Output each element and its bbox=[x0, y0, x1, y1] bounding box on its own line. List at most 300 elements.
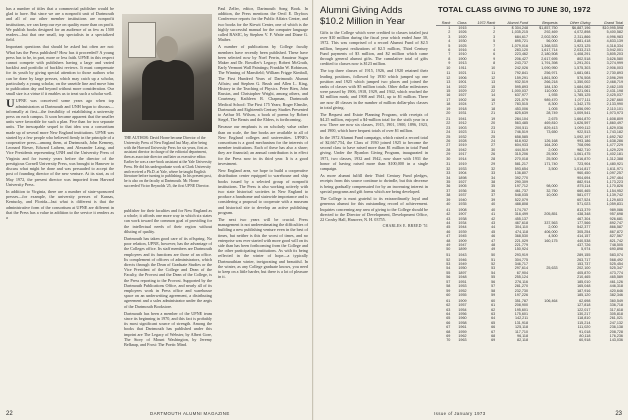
drop-cap: U bbox=[6, 96, 15, 111]
table-cell: 465,589 bbox=[609, 275, 623, 280]
table-cell: 13 bbox=[446, 80, 451, 85]
table-cell: 143,036 bbox=[609, 338, 623, 343]
table-cell bbox=[529, 338, 559, 342]
table-cell: 51 bbox=[446, 253, 451, 258]
table-cell: 21 bbox=[446, 116, 451, 121]
table-cell: 39 bbox=[491, 197, 496, 202]
table-cell: 38 bbox=[446, 193, 451, 198]
table-cell: 48 bbox=[446, 238, 451, 243]
table-cell: 22 bbox=[491, 89, 496, 94]
headline-line-2: $10.2 Million in Year bbox=[320, 16, 406, 27]
left-col2-para-1: publisher for their faculties and for New England as a whole; it affords one more way in which six states can work toward the common goal of providing for the intellectual needs of their region without diluting of quality. bbox=[124, 208, 212, 234]
table-cell: 453,006 bbox=[514, 106, 529, 111]
table-cell: 276,116 bbox=[514, 279, 529, 284]
table-cell: 1940 bbox=[458, 197, 467, 202]
table-cell: 54 bbox=[491, 270, 496, 275]
table-cell: 14 bbox=[446, 84, 451, 89]
table-cell: 1963 bbox=[458, 338, 467, 343]
table-cell: 297,614 bbox=[514, 266, 529, 271]
table-cell: 317,618 bbox=[609, 307, 623, 312]
table-cell: 473,774 bbox=[609, 270, 623, 275]
table-cell: 37 bbox=[446, 188, 451, 193]
table-cell: 69 bbox=[491, 338, 496, 343]
table-cell: 57 bbox=[491, 284, 496, 289]
table-cell: 62 bbox=[491, 307, 496, 312]
table-cell: 1915 bbox=[458, 26, 467, 30]
table-cell: 960,450 bbox=[577, 171, 591, 176]
table-cell: 67,904 bbox=[516, 270, 529, 275]
table-cell: 595,893 bbox=[514, 84, 529, 89]
table-row bbox=[436, 338, 624, 342]
table-cell: 43 bbox=[446, 216, 451, 221]
table-cell: 444,519 bbox=[514, 147, 529, 152]
table-cell: 175,601 bbox=[514, 311, 529, 316]
table-cell: 1,861,500 bbox=[541, 75, 558, 80]
table-cell: 440,538 bbox=[577, 238, 591, 243]
table-cell: 26 bbox=[446, 138, 451, 143]
table-cell: 2,617,695 bbox=[541, 56, 558, 61]
table-cell: 45 bbox=[491, 229, 496, 234]
table-cell: 130,217 bbox=[577, 311, 591, 316]
table-cell: 1,079,016 bbox=[511, 43, 529, 48]
table-cell: 59 bbox=[446, 288, 451, 293]
table-cell: 1903 bbox=[458, 125, 467, 130]
table-cell: 989,470 bbox=[544, 97, 558, 102]
table-cell: 1899 bbox=[458, 247, 467, 252]
table-cell: 9 bbox=[448, 61, 451, 66]
table-cell: 19 bbox=[491, 116, 496, 121]
table-cell: 420,646 bbox=[609, 288, 623, 293]
table-cell: 65 bbox=[491, 320, 496, 325]
table-cell: 604,933 bbox=[514, 143, 529, 148]
table-cell: 1935 bbox=[458, 202, 467, 207]
table-cell: 16 bbox=[446, 93, 451, 98]
table-cell: 1,097,257 bbox=[606, 171, 623, 176]
table-cell: 1,477,229 bbox=[606, 143, 623, 148]
table-cell: 153,737 bbox=[577, 262, 591, 267]
table-cell: 19 bbox=[446, 106, 451, 111]
table-cell: 29 bbox=[491, 162, 496, 167]
table-cell: 174,707 bbox=[514, 207, 529, 212]
table-cell: 1,656,090 bbox=[574, 106, 591, 111]
table-cell: 55 bbox=[446, 270, 451, 275]
table-cell: 176,236 bbox=[609, 333, 623, 338]
table-cell: 305,254 bbox=[577, 229, 591, 234]
table-cell: 1924 bbox=[458, 102, 467, 107]
table-cell: 829,413 bbox=[544, 125, 558, 130]
table-cell: 16 bbox=[491, 97, 496, 102]
table-cell: 7 bbox=[493, 43, 496, 48]
table-cell: 24 bbox=[446, 130, 451, 135]
table-cell: 593,654 bbox=[514, 166, 529, 171]
table-cell: 64 bbox=[446, 311, 451, 316]
table-cell: 1,785,125 bbox=[574, 93, 591, 98]
table-cell: 25,633 bbox=[546, 266, 558, 271]
table-cell: 1939 bbox=[458, 229, 467, 234]
table-cell: 1,608,809 bbox=[606, 116, 623, 121]
table-cell: 159,291 bbox=[514, 75, 529, 80]
table-cell: 1,611,971 bbox=[606, 166, 623, 171]
table-cell: $ 304,248 bbox=[511, 26, 529, 30]
page-number-left: 22 bbox=[6, 411, 13, 417]
photo-figure-head bbox=[156, 36, 178, 62]
page-number-right: 23 bbox=[615, 411, 622, 417]
table-cell: 618,932 bbox=[514, 138, 529, 143]
table-cell: 247,132 bbox=[609, 320, 623, 325]
table-cell: 2,000 bbox=[548, 225, 558, 230]
table-cell: 581,077 bbox=[577, 193, 591, 198]
table-cell: 4,318,334 bbox=[606, 43, 623, 48]
table-cell: 67 bbox=[446, 325, 451, 330]
table-cell: 522,079 bbox=[514, 197, 529, 202]
table-cell: 8,300 bbox=[548, 102, 558, 107]
table-cell: 150,924 bbox=[514, 247, 529, 252]
table-cell: 1934 bbox=[458, 221, 467, 226]
table-cell: 49 bbox=[446, 243, 451, 248]
table-cell: 53 bbox=[491, 266, 496, 271]
table-cell: 122,017 bbox=[577, 307, 591, 312]
table-cell: 60 bbox=[446, 292, 451, 297]
table-cell: 1,005 bbox=[548, 106, 558, 111]
table-header-cell: Grand Total bbox=[591, 16, 624, 26]
table-cell: 1945 bbox=[458, 234, 467, 239]
table-cell: 1,000,037 bbox=[511, 89, 529, 94]
table-cell: 127,818 bbox=[577, 303, 591, 308]
table-cell: 263,717 bbox=[577, 257, 591, 262]
table-cell: 993,186 bbox=[577, 138, 591, 143]
left-column-2 bbox=[124, 208, 212, 398]
table-cell: 1,342,175 bbox=[574, 102, 591, 107]
table-cell: 50 bbox=[491, 253, 496, 258]
table-cell: 1951 bbox=[458, 279, 467, 284]
table-cell: 35 bbox=[491, 184, 496, 189]
table-cell: 20 bbox=[446, 111, 451, 116]
table-cell: 25,500 bbox=[546, 152, 558, 157]
table-cell: 607,524 bbox=[577, 197, 591, 202]
table-cell: 12 bbox=[491, 75, 496, 80]
table-body bbox=[436, 26, 624, 343]
table-cell: 66 bbox=[491, 325, 496, 330]
table-cell: 41 bbox=[491, 212, 496, 217]
table-cell: 1,368,533 bbox=[541, 43, 558, 48]
table-cell: 12 bbox=[446, 75, 451, 80]
table-cell: 23 bbox=[446, 125, 451, 130]
table-cell: 748,505 bbox=[609, 243, 623, 248]
table-cell: 60,918 bbox=[579, 338, 591, 343]
table-cell: 284,104 bbox=[514, 116, 529, 121]
table-cell: 336,718 bbox=[609, 303, 623, 308]
table-cell: 3,626,580 bbox=[606, 56, 623, 61]
table-cell: 160,175 bbox=[544, 238, 558, 243]
table-cell: 2,675 bbox=[548, 116, 558, 121]
table-cell: 1,090,950 bbox=[541, 65, 558, 70]
table-cell: 866,587 bbox=[609, 225, 623, 230]
table-cell: 783,515 bbox=[514, 102, 529, 107]
table-cell: 1,791,398 bbox=[541, 61, 558, 66]
table-cell: 30 bbox=[446, 156, 451, 161]
table-cell: 1897 bbox=[458, 270, 467, 275]
left-col3-para-4: New England area, we hope to build a cooperative distribution center equipped to warehouse and ship books issued by a selected group of nonprofit institutions. The Press is also working actively with two state historical societies in New England to produce a handsome and statewide importance and is considering a proposal to cooperate with a museum and historical site to develop an active publishing program. bbox=[218, 168, 308, 215]
table-cell: 53 bbox=[446, 262, 451, 267]
table-cell: 185,010 bbox=[577, 279, 591, 284]
table-cell: 1937 bbox=[458, 193, 467, 198]
table-cell: 1912 bbox=[458, 121, 467, 126]
left-page bbox=[0, 0, 313, 420]
table-cell: 1926 bbox=[458, 30, 467, 35]
table-cell: 792,841 bbox=[514, 71, 529, 76]
table-cell: 70 bbox=[446, 338, 451, 343]
table-cell: 8 bbox=[448, 56, 451, 61]
table-cell: 41 bbox=[446, 207, 451, 212]
table-cell: $6,887,196 bbox=[571, 26, 591, 30]
table-cell: 25 bbox=[491, 134, 496, 139]
table-cell: 583,074 bbox=[609, 253, 623, 258]
table-cell: 60 bbox=[491, 298, 496, 303]
table-cell: 1923 bbox=[458, 130, 467, 135]
table-cell: 1931 bbox=[458, 111, 467, 116]
table-cell: 467,304 bbox=[577, 216, 591, 221]
table-cell: 73,650 bbox=[546, 130, 558, 135]
table-cell: 1,173,223 bbox=[606, 179, 623, 184]
table-cell: 437,726 bbox=[577, 243, 591, 248]
table-cell: 136,807 bbox=[514, 171, 529, 176]
table-cell: 292,469 bbox=[544, 30, 558, 35]
table-cell: 118,810 bbox=[577, 316, 591, 321]
table-cell: 658,585 bbox=[514, 134, 529, 139]
left-col2-para-2: Dartmouth has taken good care of its offspring. No poor relation, UPNE, however, has the advantage of the Colleges office. Its staff members are Dartmouth employees and its functions are those of an office. Its complement of officers of administrators, which directs through the Dean of Graduate Studies or the Vice President of the College and Dean of the Faculty, the Provost and the Dean of the College, is the Press reporting to the Provost. Supported by the Dartmouth Publications Office, and nearly all of its employees work in Press office and warehouse space on an underwriting agreement, a distributing agreement and a sales administrator under the aegis of the Dartmouth Bookstore. bbox=[124, 236, 212, 309]
table-cell: 1,297,464 bbox=[606, 175, 623, 180]
class-giving-table bbox=[436, 16, 624, 343]
table-cell: 1922 bbox=[458, 84, 467, 89]
table-cell: 44 bbox=[446, 221, 451, 226]
table-cell: 270,018 bbox=[514, 156, 529, 161]
table-header-cell: Class bbox=[451, 16, 467, 26]
table-cell: 1908 bbox=[458, 207, 467, 212]
table-cell: 360,549 bbox=[609, 298, 623, 303]
table-cell: 40 bbox=[491, 207, 496, 212]
table-cell: 368,530 bbox=[514, 234, 529, 239]
table-cell: 2,002,500 bbox=[541, 34, 558, 39]
table-cell: 474,118 bbox=[514, 229, 529, 234]
left-col3-para-2: A number of publications by College faculty members have recently been published. These have been selected now by Noel Perrin, Amateur Sugar Maker and Dr. Bowdler's Legacy; Robert McGrath, Early Vermont Wall Paintings; Franklin W. Robinson, The Winning of Mansfield; William Frigge Kimball, The First Hundred Years of Dartmouth Alumni Affairs; and Stephen G. Brush and Allen L. King, History in the Teaching of Physics. Peter Bien, John Rassias, and Christopher Wright, among others, and Courtenay, Kathleen R. Chapman, Dartmouth Medical School: The First 175 Years; Roger Elmslie, Dartmouth and Eighteenth Century Studies Presented to Arthur M. Wilson, a book of poems by Robert Siegel, The Beasts and the Elders, is forthcoming. bbox=[218, 44, 308, 123]
table-cell: 64 bbox=[491, 316, 496, 321]
table-cell: 1,092,197 bbox=[574, 134, 591, 139]
table-cell: 3,805,203 bbox=[606, 52, 623, 57]
table-cell: 1,681,081 bbox=[574, 71, 591, 76]
table-header-cell: Other Giving bbox=[559, 16, 592, 26]
table-cell: 1919 bbox=[458, 162, 467, 167]
table-cell: 684,617 bbox=[514, 34, 529, 39]
table-cell: 46 bbox=[491, 234, 496, 239]
table-cell: 197,226 bbox=[514, 292, 529, 297]
table-cell: 32,750 bbox=[546, 188, 558, 193]
table-header-cell: Alumni Fund bbox=[496, 16, 529, 26]
table-cell: 548,035 bbox=[514, 193, 529, 198]
table-cell: 4,996,983 bbox=[606, 34, 623, 39]
table-cell: 1,402,181 bbox=[606, 152, 623, 157]
table-cell: 1917 bbox=[458, 152, 467, 157]
table-cell: 525,454 bbox=[609, 262, 623, 267]
table-cell: 37 bbox=[491, 193, 496, 198]
table-cell: 32 bbox=[446, 166, 451, 171]
table-cell: 304,775 bbox=[514, 257, 529, 262]
table-cell: 571,023 bbox=[577, 202, 591, 207]
table-cell: 243,737 bbox=[514, 61, 529, 66]
table-cell: 802,518 bbox=[577, 56, 591, 61]
table-cell: 40 bbox=[491, 202, 496, 207]
table-cell: 115,214 bbox=[577, 320, 591, 325]
table-cell: 821,742 bbox=[609, 238, 623, 243]
table-cell: 1,009,541 bbox=[574, 111, 591, 116]
table-cell: 18 bbox=[446, 102, 451, 107]
table-cell: 1,575,303 bbox=[574, 65, 591, 70]
table-cell: 1929 bbox=[458, 89, 467, 94]
table-cell: 42 bbox=[491, 216, 496, 221]
table-cell: 32 bbox=[491, 166, 496, 171]
table-cell: 825,639 bbox=[514, 111, 529, 116]
table-cell: 1907 bbox=[458, 212, 467, 217]
table-cell: 208,728 bbox=[609, 329, 623, 334]
table-cell: 315,206 bbox=[514, 152, 529, 157]
table-cell: 5,974 bbox=[581, 247, 591, 252]
table-cell: 1,291,201 bbox=[574, 61, 591, 66]
table-cell: 8 bbox=[493, 61, 496, 66]
table-cell: 29 bbox=[446, 152, 451, 157]
table-cell: 1927 bbox=[458, 179, 467, 184]
table-cell: 568,492 bbox=[609, 257, 623, 262]
table-cell: 10,000 bbox=[546, 193, 558, 198]
table-cell: 6 bbox=[448, 48, 451, 53]
table-cell: 2,906,003 bbox=[606, 65, 623, 70]
table-cell: 1,350,002 bbox=[574, 80, 591, 85]
table-cell: 2,287,660 bbox=[606, 97, 623, 102]
table-cell: 7 bbox=[448, 52, 451, 57]
table-cell: 30 bbox=[491, 147, 496, 152]
table-cell: 1938 bbox=[458, 216, 467, 221]
table-cell: 51 bbox=[491, 257, 496, 262]
table-cell: 892,747 bbox=[609, 221, 623, 226]
table-cell: 1918 bbox=[458, 106, 467, 111]
table-cell: 14 bbox=[491, 93, 496, 98]
left-col1-para-3-text: UPNE was conceived some years ago when top administrators at Dartmouth and UNH began to discuss—informally at first—the feasibility of establishing a university press on each campus. It soon became apparent that the smaller units were favorable for such a plan. Five than for two separate units. The inescapable sequel to that idea was a consortium made up of several more New England institutions. UPNE was started by a few people who believed firmly in the principle of a cooperative press—among them, at Dartmouth, John Kemeny, Leonard Rieser, Edward Lathem, and Alexander Laing, and Vice Presidents representing UNH and the University Press of Virginia and for twenty years before the director of the prestigious Cornell University Press, was brought to Hanover to discuss what might be done and was persuaded to accept the post of founding director of the new venture. At its start, as of May 1972, the present director was imported from Harvard University Press. bbox=[6, 98, 114, 187]
table-cell: 28 bbox=[491, 156, 496, 161]
table-cell: 25,500 bbox=[546, 156, 558, 161]
table-cell: 1,059,831 bbox=[606, 202, 623, 207]
table-cell: 35 bbox=[446, 179, 451, 184]
table-cell: 2,180,508 bbox=[541, 52, 558, 57]
table-cell: 65 bbox=[446, 316, 451, 321]
table-cell: 1,312,388 bbox=[606, 156, 623, 161]
table-cell: 461,737 bbox=[514, 188, 529, 193]
table-cell: 637,977 bbox=[514, 93, 529, 98]
table-cell: 1960 bbox=[458, 316, 467, 321]
table-cell: 2 bbox=[493, 30, 496, 35]
table-cell: 283,120 bbox=[514, 48, 529, 53]
table-cell: 242,026 bbox=[514, 65, 529, 70]
table-cell: 56 bbox=[491, 279, 496, 284]
table-cell: 1921 bbox=[458, 71, 467, 76]
table-cell: 1913 bbox=[458, 61, 467, 66]
table-cell: 932,519 bbox=[514, 80, 529, 85]
table-cell: 23 bbox=[491, 125, 496, 130]
table-cell: 221,779 bbox=[514, 243, 529, 248]
table-cell: 1962 bbox=[458, 333, 467, 338]
table-cell: 1904 bbox=[458, 171, 467, 176]
table-cell: 261,021 bbox=[609, 316, 623, 321]
table-cell: 56,000 bbox=[546, 39, 558, 44]
table-cell: 1953 bbox=[458, 284, 467, 289]
table-cell: 1952 bbox=[458, 288, 467, 293]
table-cell: 581,217 bbox=[514, 162, 529, 167]
table-cell: 926,681 bbox=[609, 216, 623, 221]
table-cell: 1,743,182 bbox=[606, 130, 623, 135]
table-cell: 3 bbox=[493, 34, 496, 39]
table-cell: 82,118 bbox=[517, 338, 529, 343]
table-cell: 10 bbox=[446, 65, 451, 70]
table-cell: 1,061,475 bbox=[574, 152, 591, 157]
table-cell: 1,617,714 bbox=[541, 48, 558, 53]
left-col1-para-3 bbox=[6, 98, 114, 186]
table-cell: 98,000 bbox=[546, 184, 558, 189]
table-cell: 293,919 bbox=[514, 253, 529, 258]
table-cell: 59 bbox=[491, 292, 496, 297]
table-cell: 1950 bbox=[458, 266, 467, 271]
table-cell: 45 bbox=[446, 225, 451, 230]
table-header-cell: Bequests bbox=[529, 16, 559, 26]
table-cell: 49 bbox=[491, 247, 496, 252]
table-cell: 232,730 bbox=[514, 288, 529, 293]
table-cell: 351,787 bbox=[514, 298, 529, 303]
table-cell: 1910 bbox=[458, 52, 467, 57]
table-cell: 1,860,497 bbox=[606, 121, 623, 126]
table-cell: 1902 bbox=[458, 97, 467, 102]
table-cell: 304,110 bbox=[514, 225, 529, 230]
table-cell: 15 bbox=[491, 84, 496, 89]
table-cell: 236,138 bbox=[609, 325, 623, 330]
table-cell: 63 bbox=[446, 307, 451, 312]
table-cell: 4 bbox=[448, 39, 451, 44]
table-cell: 62 bbox=[446, 303, 451, 308]
table-cell: 46 bbox=[446, 229, 451, 234]
table-cell: 1898 bbox=[458, 175, 467, 180]
table-cell: 31 bbox=[446, 162, 451, 167]
table-cell: 1,684,082 bbox=[574, 84, 591, 89]
left-col1-para-4: In addition to Virginia, there are a number of state-sponsored presses—for example, the university presses of Kansas, Kentucky, and Florida—but what is different is that the administrative form of the consortium at UPNE are different in that the Press has a value in addition to the service it renders as a bbox=[6, 188, 114, 220]
table-cell: 1942 bbox=[458, 147, 467, 152]
right-para-5: As more alumni fulfill their Third Century Fund pledges, receipts from this source continue to dwindle, but this decrease is being gradually compensated for by an increasing interest in special programs and gift forms which are being developed. bbox=[320, 173, 428, 194]
table-cell: 39 bbox=[446, 197, 451, 202]
table-cell: 223,462 bbox=[514, 52, 529, 57]
table-cell: 1936 bbox=[458, 188, 467, 193]
table-cell: 1941 bbox=[458, 116, 467, 121]
right-column-text bbox=[320, 30, 428, 396]
table-cell: 1956 bbox=[458, 311, 467, 316]
table-cell: 17 bbox=[491, 102, 496, 107]
table-cell: 2,596,299 bbox=[606, 75, 623, 80]
table-cell: 61 bbox=[446, 298, 451, 303]
table-cell: 63 bbox=[491, 311, 496, 316]
table-cell: 28,749 bbox=[546, 111, 558, 116]
table-cell: 6 bbox=[493, 52, 496, 57]
table-cell: 69 bbox=[446, 333, 451, 338]
table-cell: 895,721 bbox=[514, 39, 529, 44]
table-cell: 221,079 bbox=[514, 97, 529, 102]
table-cell: 1901 bbox=[458, 80, 467, 85]
table-cell: 1,077,111 bbox=[574, 97, 591, 102]
table-cell: 1,014,817 bbox=[574, 166, 591, 171]
table-cell: 875,114 bbox=[577, 184, 591, 189]
table-cell: 56 bbox=[446, 275, 451, 280]
